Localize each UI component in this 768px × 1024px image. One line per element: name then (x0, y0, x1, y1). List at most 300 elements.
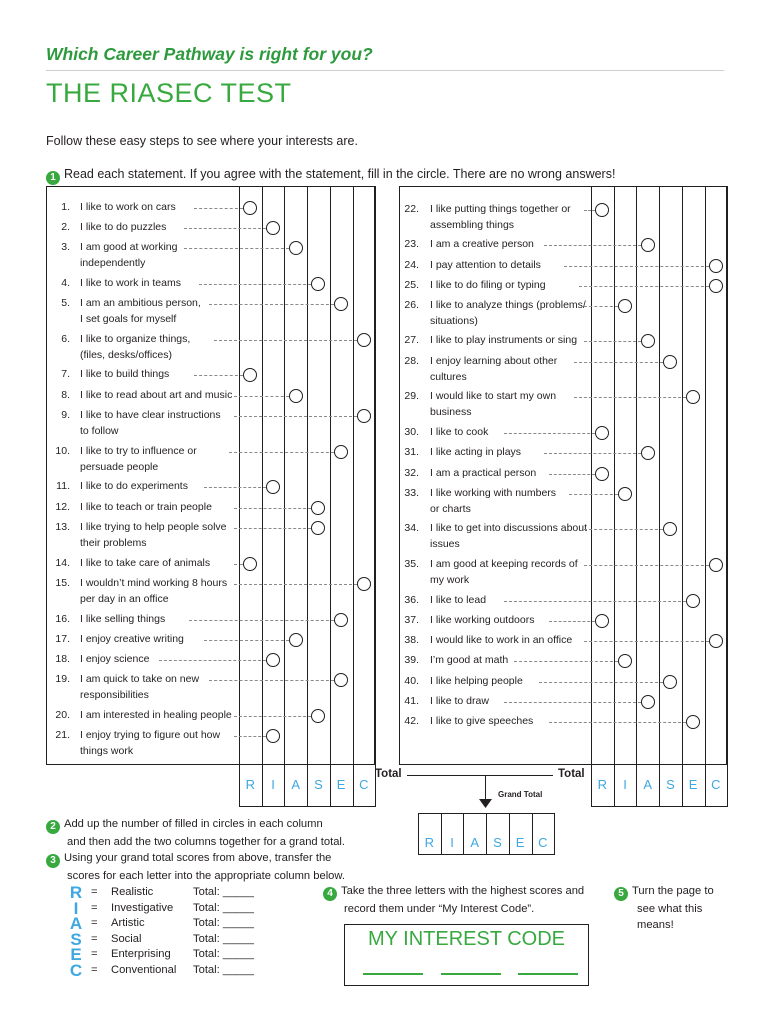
dotted-leader (229, 452, 334, 453)
question-text-line: I like helping people (430, 675, 523, 687)
step-2-number: 2 (46, 820, 60, 834)
step-3-line-2: scores for each letter into the appropriate column below. (67, 870, 345, 882)
question-number: 28. (404, 355, 419, 367)
question-text (430, 389, 556, 420)
question-text (80, 388, 232, 404)
question-number: 20. (55, 709, 70, 721)
question-text (80, 500, 212, 516)
dotted-leader (564, 266, 709, 267)
step-2-line-1: Add up the number of filled in circles in each column (64, 818, 323, 830)
answer-circle[interactable] (709, 259, 723, 273)
column-line-left (353, 186, 354, 806)
dotted-leader (234, 508, 311, 509)
answer-circle[interactable] (357, 577, 371, 591)
question-text-line: I am a practical person (430, 467, 537, 479)
question-text (430, 653, 508, 669)
question-text-line: I like to cook (430, 426, 489, 438)
step-3-number: 3 (46, 854, 60, 868)
equals-sign: = (91, 901, 98, 914)
answer-circle[interactable] (618, 299, 632, 313)
question-number: 36. (404, 594, 419, 606)
column-line-left (330, 186, 331, 806)
step-3-line-1: Using your grand total scores from above, transfer the (64, 852, 332, 864)
answer-circle[interactable] (357, 333, 371, 347)
question-text (80, 556, 210, 572)
question-text (430, 613, 534, 629)
dotted-leader (549, 621, 595, 622)
dotted-leader (549, 474, 595, 475)
question-text (430, 237, 534, 253)
question-text-line: their problems (80, 536, 147, 549)
equals-sign: = (91, 932, 98, 945)
question-number: 30. (404, 426, 419, 438)
question-number: 16. (55, 613, 70, 625)
dotted-leader (209, 304, 334, 305)
question-text (430, 521, 587, 552)
question-text-line: I like to lead (430, 594, 487, 606)
question-text-line: I like acting in plays (430, 446, 522, 458)
dotted-leader (504, 433, 595, 434)
question-text-line: I like to work on cars (80, 201, 176, 213)
column-line-left (284, 186, 285, 806)
dotted-leader (549, 722, 686, 723)
dotted-leader (544, 453, 641, 454)
question-text (80, 708, 232, 724)
question-text (80, 728, 220, 759)
question-number: 26. (404, 299, 419, 311)
question-number: 34. (404, 522, 419, 534)
question-text (430, 674, 523, 690)
question-number: 17. (55, 633, 70, 645)
question-number: 25. (404, 279, 419, 291)
question-text (430, 714, 533, 730)
question-number: 29. (404, 390, 419, 402)
grand-total-box-c[interactable]: C (538, 835, 548, 850)
question-number: 12. (55, 501, 70, 513)
answer-circle[interactable] (641, 446, 655, 460)
total-box-bottom-right (591, 806, 728, 807)
question-number: 40. (404, 675, 419, 687)
question-text-line: I would like to work in an office (430, 634, 573, 646)
question-text (80, 332, 190, 363)
question-number: 13. (55, 521, 70, 533)
grand-total-box-e[interactable]: E (515, 835, 525, 850)
column-line-right (614, 186, 615, 806)
question-number: 42. (404, 715, 419, 727)
question-text (80, 652, 149, 668)
answer-circle[interactable] (641, 695, 655, 709)
question-text-line: per day in an office (80, 592, 169, 605)
question-text-line: I like to try to influence or (80, 445, 197, 457)
riasec-name-e: Enterprising (111, 948, 171, 960)
total-box-e-left[interactable]: E (336, 777, 346, 792)
interest-code-blank-1[interactable] (363, 973, 423, 975)
total-box-a-left[interactable]: A (291, 777, 301, 792)
total-label-left: Total (375, 768, 402, 780)
riasec-name-r: Realistic (111, 886, 154, 898)
my-interest-code-title: MY INTEREST CODE (367, 928, 566, 950)
question-text-line: I am good at working (80, 241, 178, 253)
step-1-instruction (46, 167, 615, 185)
total-box-bottom-left (239, 806, 376, 807)
total-box-r-right[interactable]: R (597, 777, 608, 792)
question-number: 8. (61, 389, 70, 401)
question-text-line: I am a creative person (430, 238, 534, 250)
question-number: 6. (61, 333, 70, 345)
interest-code-blank-3[interactable] (518, 973, 578, 975)
question-text (430, 694, 489, 710)
step-5-line-1: Turn the page to (632, 885, 714, 897)
question-text-line: I’m good at math (430, 654, 509, 666)
total-box-a-right[interactable]: A (643, 777, 653, 792)
answer-circle[interactable] (709, 558, 723, 572)
question-text (430, 593, 486, 609)
dotted-leader (199, 284, 311, 285)
question-text-line: I set goals for myself (80, 312, 177, 325)
question-text (430, 466, 536, 482)
question-number: 3. (61, 241, 70, 253)
intro-text: Follow these easy steps to see where your interests are. (46, 134, 358, 148)
question-text-line: I like to build things (80, 368, 170, 380)
step-5-instruction (614, 883, 714, 933)
question-number: 37. (404, 614, 419, 626)
step-1-text: Read each statement. If you agree with the statement, fill in the circle. There are no wrong answers! (64, 167, 616, 181)
step-4-line-2: record them under “My Interest Code”. (344, 903, 535, 915)
question-number: 38. (404, 634, 419, 646)
column-line-left (239, 186, 240, 806)
answer-circle[interactable] (641, 238, 655, 252)
riasec-letter-r: R (69, 883, 83, 902)
page-subtitle: Which Career Pathway is right for you? (46, 44, 373, 64)
riasec-name-c: Conventional (111, 963, 177, 976)
question-text (80, 520, 227, 551)
question-text (80, 276, 181, 292)
question-text-line: I like selling things (80, 613, 166, 625)
question-text-line: independently (80, 256, 146, 269)
question-number: 5. (61, 297, 70, 309)
column-line-left (375, 186, 376, 806)
total-box-i-right[interactable]: I (623, 777, 627, 792)
riasec-total-field-i[interactable]: Total: _____ (193, 901, 254, 914)
question-text-line: responsibilities (80, 688, 149, 701)
question-text (80, 632, 184, 648)
question-text (430, 258, 541, 274)
question-text-line: business (430, 405, 472, 418)
question-text (430, 633, 572, 649)
question-text-line: I am good at keeping records of (430, 558, 578, 570)
grand-total-arrow-icon (479, 799, 492, 808)
step-5-line-2: see what this (637, 903, 703, 915)
dotted-leader (569, 494, 618, 495)
question-text (80, 444, 197, 475)
dotted-leader (584, 529, 663, 530)
question-text (80, 576, 227, 607)
question-text-line: I like to do filing or typing (430, 279, 546, 291)
question-text (80, 296, 201, 327)
dotted-leader (584, 306, 618, 307)
my-interest-code-box (344, 924, 589, 986)
column-line-left (262, 186, 263, 806)
step-4-number: 4 (323, 887, 337, 901)
step-5-line-3: means! (637, 919, 674, 931)
question-text-line: I enjoy creative writing (80, 633, 184, 645)
question-text-line: I wouldn’t mind working 8 hours (80, 577, 228, 589)
question-number: 23. (404, 238, 419, 250)
question-text (80, 408, 221, 439)
dotted-leader (234, 416, 357, 417)
question-text (80, 240, 177, 271)
dotted-leader (184, 228, 266, 229)
step-4-line-1: Take the three letters with the highest scores and (341, 885, 585, 897)
question-text-line: situations) (430, 314, 478, 327)
question-text-line: I am interested in healing people (80, 709, 232, 721)
answer-circle[interactable] (618, 487, 632, 501)
dotted-leader (234, 528, 311, 529)
riasec-name-s: Social (111, 932, 142, 945)
question-text (430, 425, 488, 441)
riasec-letter-c: C (69, 960, 83, 980)
column-header-line-right (591, 764, 728, 765)
dotted-leader (504, 702, 641, 703)
question-number: 11. (56, 480, 70, 492)
dotted-leader (234, 716, 311, 717)
riasec-name-i: Investigative (111, 901, 174, 914)
question-number: 32. (404, 467, 419, 479)
question-text-line: I pay attention to details (430, 259, 541, 271)
question-text (80, 672, 199, 703)
riasec-letter-s: S (70, 929, 82, 949)
column-line-right (727, 186, 728, 806)
riasec-total-field-s[interactable]: Total: _____ (193, 932, 254, 945)
column-line-right (705, 186, 706, 806)
dotted-leader (574, 397, 686, 398)
question-text (80, 367, 169, 383)
dotted-leader (184, 248, 289, 249)
riasec-name-a: Artistic (111, 917, 145, 929)
grand-total-box-a[interactable]: A (470, 835, 480, 850)
dotted-leader (214, 340, 357, 341)
question-text-line: I enjoy learning about other (430, 355, 558, 367)
question-text-line: assembling things (430, 218, 515, 231)
column-line-right (659, 186, 660, 806)
dotted-leader (234, 564, 243, 565)
answer-circle[interactable] (289, 241, 303, 255)
equals-sign: = (91, 886, 98, 898)
question-text-line: I enjoy science (80, 653, 150, 665)
answer-circle[interactable] (289, 389, 303, 403)
equals-sign: = (91, 948, 98, 960)
grand-total-divider (554, 813, 555, 855)
question-text-line: I like to do experiments (80, 480, 188, 492)
question-number: 31. (404, 446, 419, 458)
question-number: 27. (404, 334, 419, 346)
question-text-line: I like to give speeches (430, 715, 534, 727)
total-connector-line (407, 775, 553, 776)
question-text (430, 445, 521, 461)
grand-total-box-s[interactable]: S (493, 835, 502, 850)
dotted-leader (204, 640, 289, 641)
question-text (80, 612, 165, 628)
dotted-leader (194, 208, 243, 209)
question-number: 15. (55, 577, 70, 589)
question-text-line: issues (430, 537, 460, 550)
total-box-s-right[interactable]: S (666, 777, 675, 792)
question-text-line: I like to take care of animals (80, 557, 211, 569)
column-header-line-left (239, 764, 376, 765)
total-box-e-right[interactable]: E (688, 777, 698, 792)
dotted-leader (234, 584, 357, 585)
question-text (430, 557, 578, 588)
question-number: 1. (61, 201, 70, 213)
total-box-c-left[interactable]: C (359, 777, 369, 792)
riasec-letter-e: E (70, 945, 82, 964)
question-number: 7. (61, 368, 70, 380)
question-number: 14. (55, 557, 70, 569)
dotted-leader (234, 396, 289, 397)
step-4-instruction (323, 883, 584, 917)
question-number: 21. (55, 729, 70, 741)
riasec-total-field-a[interactable]: Total: _____ (193, 917, 254, 929)
page-title: THE RIASEC TEST (46, 78, 292, 108)
question-text (430, 278, 546, 294)
question-text-line: or charts (430, 502, 471, 515)
question-text (80, 220, 166, 236)
question-text-line: I like working outdoors (430, 614, 535, 626)
equals-sign: = (91, 917, 98, 929)
total-box-s-left[interactable]: S (314, 777, 323, 792)
question-number: 39. (404, 654, 419, 666)
question-text-line: to follow (80, 424, 119, 437)
riasec-total-field-e[interactable]: Total: _____ (193, 948, 254, 960)
question-text-line: I like to have clear instructions (80, 409, 221, 421)
column-line-right (682, 186, 683, 806)
question-text (80, 200, 176, 216)
grand-total-box-r[interactable]: R (424, 835, 435, 850)
question-text-line: I enjoy trying to figure out how (80, 729, 221, 741)
column-line-right (591, 186, 592, 806)
answer-circle[interactable] (266, 221, 280, 235)
answer-circle[interactable] (709, 279, 723, 293)
question-number: 33. (404, 487, 419, 499)
question-number: 24. (404, 259, 419, 271)
answer-circle[interactable] (618, 654, 632, 668)
dotted-leader (539, 682, 663, 683)
step-1-number: 1 (46, 171, 60, 185)
step-5-number: 5 (614, 887, 628, 901)
question-text-line: I like to do puzzles (80, 221, 167, 233)
total-box-i-left[interactable]: I (271, 777, 275, 792)
answer-circle[interactable] (266, 729, 280, 743)
question-text-line: cultures (430, 370, 467, 383)
question-number: 2. (61, 221, 70, 233)
dotted-leader (544, 245, 641, 246)
dotted-leader (189, 620, 334, 621)
question-text-line: my work (430, 573, 470, 586)
question-number: 9. (61, 409, 70, 421)
question-text-line: I like trying to help people solve (80, 521, 227, 533)
question-text (80, 479, 188, 495)
question-text-line: (files, desks/offices) (80, 348, 173, 361)
question-number: 19. (55, 673, 70, 685)
column-line-right (636, 186, 637, 806)
dotted-leader (574, 362, 663, 363)
question-number: 41. (404, 695, 419, 707)
answer-circle[interactable] (266, 653, 280, 667)
question-number: 35. (404, 558, 419, 570)
question-text-line: I like to get into discussions about (430, 522, 588, 534)
question-text-line: I am an ambitious person, (80, 297, 201, 309)
question-text-line: I like to read about art and music (80, 389, 233, 401)
total-box-r-left[interactable]: R (245, 777, 256, 792)
step-2-line-2: and then add the two columns together for a grand total. (67, 836, 346, 848)
question-number: 22. (404, 203, 419, 215)
question-text-line: I like to work in teams (80, 277, 181, 289)
dotted-leader (584, 565, 709, 566)
answer-circle[interactable] (709, 634, 723, 648)
step-2-instruction (46, 816, 345, 884)
riasec-total-field-r[interactable]: Total: _____ (193, 886, 254, 898)
dotted-leader (194, 375, 243, 376)
question-text (430, 486, 556, 517)
column-line-left (307, 186, 308, 806)
question-number: 18. (55, 653, 70, 665)
question-text (430, 333, 577, 349)
equals-sign: = (91, 963, 98, 976)
grand-total-label: Grand Total (498, 790, 543, 799)
interest-code-blank-2[interactable] (441, 973, 501, 975)
question-text-line: I like to analyze things (problems/ (430, 299, 586, 311)
answer-circle[interactable] (641, 334, 655, 348)
header-divider (46, 70, 724, 71)
total-box-c-right[interactable]: C (711, 777, 721, 792)
riasec-letter-a: A (69, 914, 83, 933)
dotted-leader (514, 661, 618, 662)
grand-total-arrow-stem (485, 775, 486, 802)
question-text-line: I like to play instruments or sing (430, 334, 578, 346)
dotted-leader (209, 680, 334, 681)
question-text-line: persuade people (80, 460, 159, 473)
answer-circle[interactable] (357, 409, 371, 423)
question-text-line: I like to draw (430, 695, 489, 707)
total-label-right: Total (558, 768, 585, 780)
riasec-total-field-c[interactable]: Total: _____ (193, 963, 254, 976)
question-number: 4. (61, 277, 70, 289)
question-text-line: I like working with numbers (430, 487, 557, 499)
question-number: 10. (55, 445, 70, 457)
dotted-leader (584, 341, 641, 342)
question-text (430, 354, 557, 385)
answer-circle[interactable] (266, 480, 280, 494)
dotted-leader (204, 487, 266, 488)
riasec-letter-i: I (73, 898, 79, 918)
question-text-line: I am quick to take on new (80, 673, 200, 685)
dotted-leader (504, 601, 686, 602)
question-text-line: I would like to start my own (430, 390, 557, 402)
question-text-line: I like to organize things, (80, 333, 191, 345)
answer-circle[interactable] (289, 633, 303, 647)
question-text-line: I like putting things together or (430, 203, 571, 215)
dotted-leader (234, 736, 266, 737)
dotted-leader (584, 641, 709, 642)
question-text (430, 298, 586, 329)
question-text-line: I like to teach or train people (80, 501, 212, 513)
question-text-line: things work (80, 744, 134, 757)
dotted-leader (159, 660, 266, 661)
dotted-leader (579, 286, 709, 287)
grand-total-box-i[interactable]: I (450, 835, 454, 850)
question-text (430, 202, 571, 233)
dotted-leader (584, 210, 595, 211)
